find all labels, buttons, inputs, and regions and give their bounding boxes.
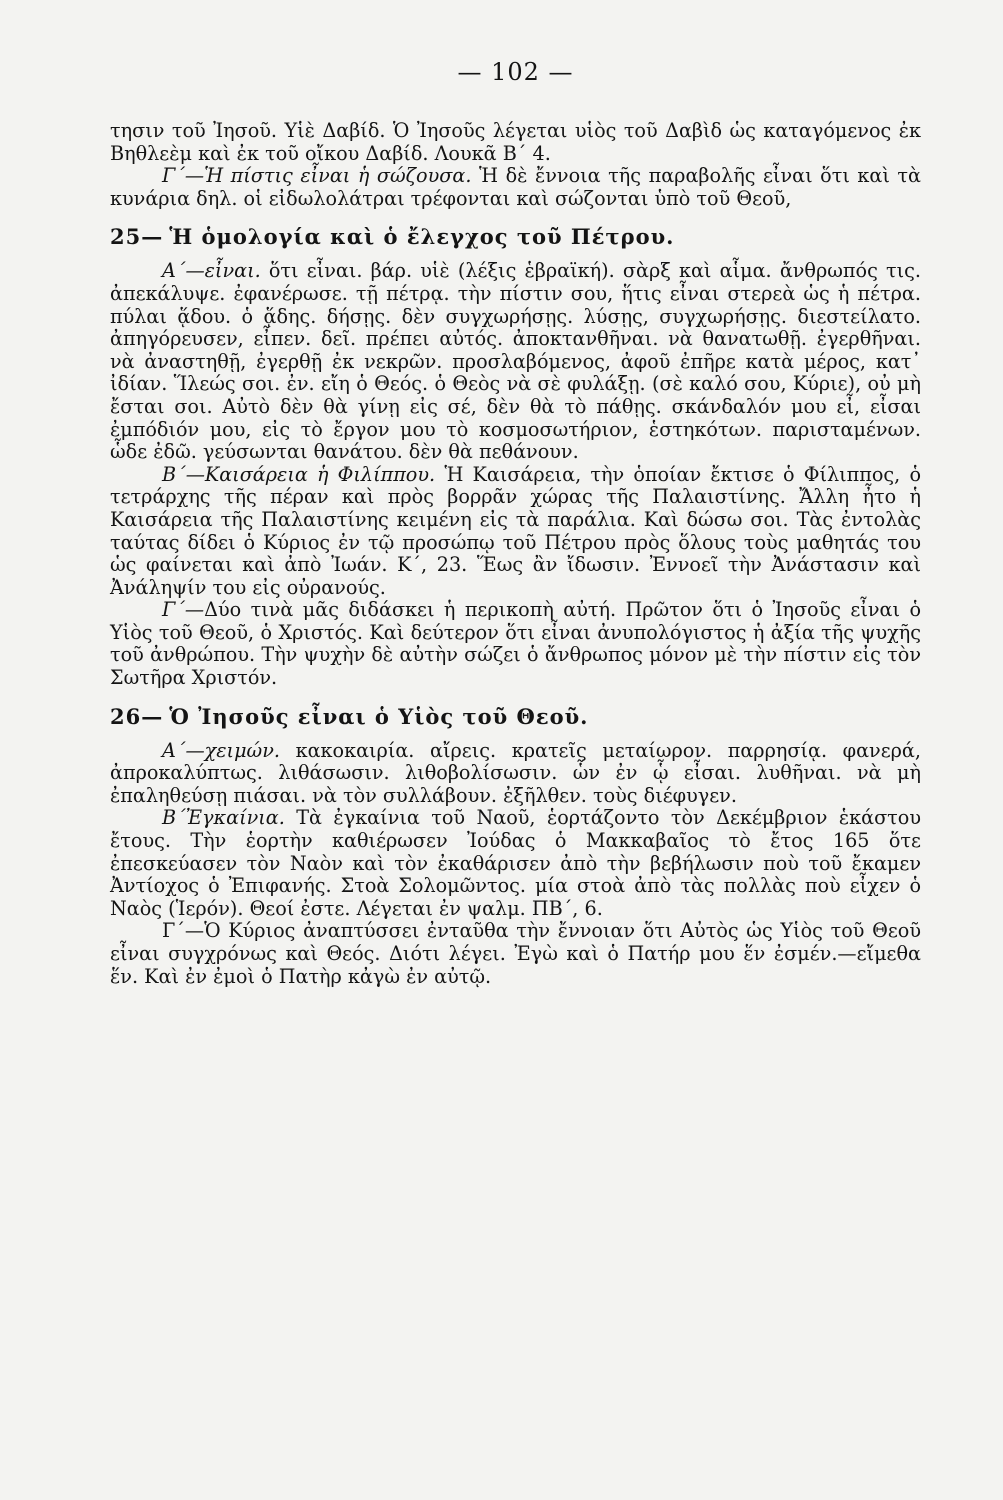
paragraph-lead: Γ΄—: [162, 598, 205, 622]
section-number: 25—: [110, 224, 164, 250]
page-number: — 102 —: [457, 58, 574, 86]
section-number: 26—: [110, 703, 164, 729]
paragraph-text: ὅτι εἶναι. βάρ. υἱὲ (λέξις ἑβραϊκή). σὰρξ καὶ αἷμα. ἄνθρωπός τις. ἀπεκάλυψε. ἐφανέρωσε. τῇ πέτρᾳ. τὴν πίστιν σου, ἥτις εἶναι στερεὰ ὡς ἡ πέτρα. πύλαι ᾅδου. ὁ ᾅδης. δήσῃς. δὲν συγχωρήσῃς. λύσῃς, συγχωρήσῃς. διεστείλατο. ἀπηγόρευσεν, εἶπεν. δεῖ. πρέπει αὐτός. ἀποκτανθῆναι. νὰ θανατωθῇ. ἐγερθῆναι. νὰ ἀναστηθῇ, ἐγερθῇ ἐκ νεκρῶν. προσλαβόμενος, ἀφοῦ ἐπῆρε κατὰ μέρος, κατ᾿ ἰδίαν. Ἵλεώς σοι. ἐν. εἴη ὁ Θεός. ὁ Θεὸς νὰ σὲ φυλάξῃ. (σὲ καλό σου, Κύριε), οὐ μὴ ἔσται σοι. Αὐτὸ δὲν θὰ γίνῃ εἰς σέ, δὲν θὰ τὸ πάθῃς. σκάνδαλόν μου εἶ, εἶσαι ἐμπόδιόν μου, εἰς τὸ ἔργον μου τὸ κοσμοσωτήριον, ἑστηκότων. παρισταμένων. ὧδε ἐδῶ. γεύσωνται θανάτου. δὲν θὰ πεθάνουν.: [110, 259, 921, 464]
section-title: Ὁ Ἰησοῦς εἶναι ὁ Υἱὸς τοῦ Θεοῦ.: [169, 703, 589, 729]
section-title: Ἡ ὁμολογία καὶ ὁ ἔλεγχος τοῦ Πέτρου.: [169, 224, 675, 250]
paragraph-text: τησιν τοῦ Ἰησοῦ. Υἱὲ Δαβίδ. Ὁ Ἰησοῦς λέγεται υἱὸς τοῦ Δαβὶδ ὡς καταγόμενος ἐκ Βηθλεὲμ καὶ ἐκ τοῦ οἴκου Δαβίδ. Λουκᾶ Β΄ 4.: [110, 119, 921, 165]
paragraph-gamma-1: [110, 165, 921, 210]
paragraph-gamma-25: [110, 599, 921, 689]
paragraph-lead: Γ΄—Ἡ πίστις εἶναι ἡ σώζουσα.: [162, 164, 472, 188]
paragraph-text: Ἡ Καισάρεια, τὴν ὁποίαν ἔκτισε ὁ Φίλιππος, ὁ τετράρχης τῆς πέραν καὶ πρὸς βορρᾶν χώρας τῆς Παλαιστίνης. Ἄλλη ἦτο ἡ Καισάρεια τῆς Παλαιστίνης κειμένη εἰς τὰ παράλια. Καὶ δώσω σοι. Τὰς ἐντολὰς ταύτας δίδει ὁ Κύριος ἐν τῷ προσώπῳ τοῦ Πέτρου πρὸς ὅλους τοὺς μαθητάς του ὡς φαίνεται καὶ ἀπὸ Ἰωάν. Κ΄, 23. Ἕως ἂν ἴδωσιν. Ἐννοεῖ τὴν Ἀνάστασιν καὶ Ἀνάληψίν του εἰς οὐρανούς.: [110, 462, 921, 599]
section-heading-26: [110, 704, 921, 730]
paragraph-text: Τὰ ἐγκαίνια τοῦ Ναοῦ, ἑορτάζοντο τὸν Δεκέμβριον ἑκάστου ἔτους. Τὴν ἑορτὴν καθιέρωσεν Ἰούδας ὁ Μακκαβαῖος τὸ ἔτος 165 ὅτε ἐπεσκεύασεν τὸν Ναὸν καὶ τὸν ἐκαθάρισεν ἀπὸ τὴν βεβήλωσιν ποὺ τοῦ ἔκαμεν Ἀντίοχος ὁ Ἐπιφανής. Στοὰ Σολομῶντος. μία στοὰ ἀπὸ τὰς πολλὰς ποὺ εἶχεν ὁ Ναὸς (Ἱερόν). Θεοί ἐστε. Λέγεται ἐν ψαλμ. ΠΒ΄, 6.: [110, 806, 921, 920]
paragraph-beta-25: [110, 464, 921, 600]
paragraph-alpha-25: [110, 260, 921, 463]
paragraph-text: Ἡ δὲ ἔννοια τῆς παραβολῆς εἶναι ὅτι καὶ τὰ κυνάρια δηλ. οἱ εἰδωλολάτραι τρέφονται καὶ σώζονται ὑπὸ τοῦ Θεοῦ,: [110, 164, 921, 210]
paragraph-lead: Γ΄—: [162, 919, 205, 943]
paragraph-text: Ὁ Κύριος ἀναπτύσσει ἐνταῦθα τὴν ἔννοιαν ὅτι Αὐτὸς ὡς Υἱὸς τοῦ Θεοῦ εἶναι συγχρόνως καὶ Θεός. Διότι λέγει. Ἐγὼ καὶ ὁ Πατήρ μου ἕν ἐσμέν.—εἴμεθα ἕν. Καὶ ἐν ἐμοὶ ὁ Πατὴρ κἀγὼ ἐν αὐτῷ.: [110, 919, 921, 988]
paragraph-lead: Α΄—χειμών.: [162, 738, 280, 762]
paragraph-continuation: [110, 120, 921, 165]
paragraph-gamma-26: [110, 920, 921, 988]
paragraph-text: Δύο τινὰ μᾶς διδάσκει ἡ περικοπὴ αὐτή. Πρῶτον ὅτι ὁ Ἰησοῦς εἶναι ὁ Υἱὸς τοῦ Θεοῦ, ὁ Χριστός. Καὶ δεύτερον ὅτι εἶναι ἀνυπολόγιστος ἡ ἀξία τῆς ψυχῆς τοῦ ἀνθρώπου. Τὴν ψυχὴν δὲ αὐτὴν σώζει ὁ ἄνθρωπος μόνον μὲ τὴν πίστιν εἰς τὸν Σωτῆρα Χριστόν.: [110, 598, 921, 690]
paragraph-text: κακοκαιρία. αἴρεις. κρατεῖς μεταίωρον. παρρησίᾳ. φανερά, ἀπροκαλύπτως. λιθάσωσιν. λιθοβολίσωσιν. ὧν ἐν ᾧ εἶσαι. λυθῆναι. νὰ μὴ ἐπαληθεύσῃ πιάσαι. νὰ τὸν συλλάβουν. ἐξῆλθεν. τοὺς διέφυγεν.: [110, 738, 921, 807]
paragraph-lead: Α΄—εἶναι.: [162, 259, 261, 283]
section-heading-25: [110, 224, 921, 250]
paragraph-beta-26: [110, 807, 921, 920]
paragraph-alpha-26: [110, 740, 921, 808]
paragraph-lead: Β΄—Καισάρεια ἡ Φιλίππου.: [162, 462, 436, 486]
paragraph-lead: Β΄Ἐγκαίνια.: [162, 806, 285, 830]
